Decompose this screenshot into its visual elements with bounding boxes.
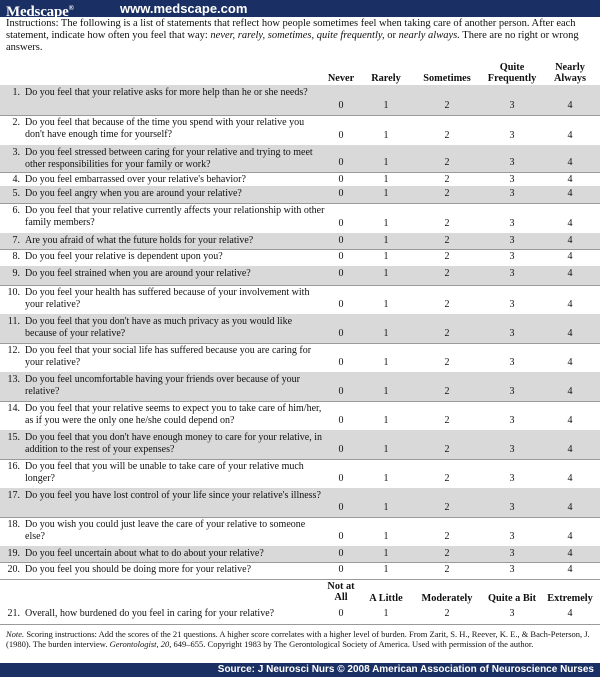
score-never[interactable]: 0: [338, 130, 344, 141]
question-number: 16.: [7, 461, 20, 472]
score-never[interactable]: 0: [338, 502, 344, 513]
score-sometimes[interactable]: 2: [444, 299, 450, 310]
question-number: 2.: [12, 117, 20, 128]
question-text: Do you feel you should be doing more for your relative?: [25, 564, 252, 575]
score-nearly-always[interactable]: 4: [567, 328, 573, 339]
score-never[interactable]: 0: [338, 157, 344, 168]
burden-header-quite-a-bit: Quite a Bit: [487, 593, 537, 604]
question-number: 13.: [7, 374, 20, 385]
question-text: Do you feel that your relative asks for more help than he or she needs?: [25, 87, 308, 98]
score-quite-frequently[interactable]: 3: [509, 268, 515, 279]
score-never[interactable]: 0: [338, 473, 344, 484]
table-row: [0, 85, 600, 115]
score-a-little[interactable]: 1: [383, 608, 389, 619]
score-nearly-always[interactable]: 4: [567, 130, 573, 141]
question-number: 1.: [12, 87, 20, 98]
score-quite-frequently[interactable]: 3: [509, 415, 515, 426]
score-rarely[interactable]: 1: [383, 357, 389, 368]
question-text: Do you feel angry when you are around your relative?: [25, 188, 242, 199]
score-sometimes[interactable]: 2: [444, 502, 450, 513]
question-number: 11.: [7, 316, 20, 327]
question-number: 4.: [12, 174, 20, 185]
score-extremely[interactable]: 4: [567, 608, 573, 619]
score-quite-frequently[interactable]: 3: [509, 473, 515, 484]
question-text: Do you feel that you will be unable to take care of your relative much longer?: [25, 461, 304, 484]
score-nearly-always[interactable]: 4: [567, 157, 573, 168]
question-text: Do you feel strained when you are around your relative?: [25, 268, 251, 279]
table-row: [0, 249, 600, 266]
score-sometimes[interactable]: 2: [444, 174, 450, 185]
score-rarely[interactable]: 1: [383, 531, 389, 542]
question-number: 10.: [7, 287, 20, 298]
score-rarely[interactable]: 1: [383, 235, 389, 246]
score-sometimes[interactable]: 2: [444, 188, 450, 199]
question-number: 5.: [12, 188, 20, 199]
score-never[interactable]: 0: [338, 188, 344, 199]
score-sometimes[interactable]: 2: [444, 564, 450, 575]
burden-header-not-at-all: Not at All: [327, 581, 355, 603]
table-row: [0, 203, 600, 233]
table-row: [0, 172, 600, 186]
site-url[interactable]: www.medscape.com: [120, 1, 248, 16]
score-rarely[interactable]: 1: [383, 174, 389, 185]
question-number: 3.: [12, 147, 20, 158]
score-quite-frequently[interactable]: 3: [509, 251, 515, 262]
question-text: Are you afraid of what the future holds for your relative?: [25, 235, 254, 246]
score-nearly-always[interactable]: 4: [567, 473, 573, 484]
score-nearly-always[interactable]: 4: [567, 415, 573, 426]
question-text: Overall, how burdened do you feel in caring for your relative?: [25, 608, 275, 619]
score-quite-frequently[interactable]: 3: [509, 357, 515, 368]
question-text: Do you feel your health has suffered because of your involvement with your relative?: [25, 287, 310, 310]
score-nearly-always[interactable]: 4: [567, 564, 573, 575]
question-number: 7.: [12, 235, 20, 246]
score-rarely[interactable]: 1: [383, 564, 389, 575]
table-row: [0, 546, 600, 562]
question-number: 6.: [12, 205, 20, 216]
score-nearly-always[interactable]: 4: [567, 100, 573, 111]
score-nearly-always[interactable]: 4: [567, 357, 573, 368]
question-text: Do you feel stressed between caring for your relative and trying to meet other responsibilities for your family or work?: [25, 147, 313, 170]
score-rarely[interactable]: 1: [383, 218, 389, 229]
table-row: [0, 145, 600, 172]
question-text: Do you feel that you don't have as much privacy as you would like because of your relative?: [25, 316, 293, 339]
score-quite-frequently[interactable]: 3: [509, 130, 515, 141]
table-row: [0, 186, 600, 203]
score-never[interactable]: 0: [338, 299, 344, 310]
question-number: 19.: [7, 548, 20, 559]
table-bottom-rule: [0, 624, 600, 625]
score-rarely[interactable]: 1: [383, 502, 389, 513]
score-sometimes[interactable]: 2: [444, 157, 450, 168]
score-sometimes[interactable]: 2: [444, 268, 450, 279]
score-never[interactable]: 0: [338, 251, 344, 262]
score-rarely[interactable]: 1: [383, 130, 389, 141]
score-never[interactable]: 0: [338, 564, 344, 575]
source-footer: Source: J Neurosci Nurs © 2008 American Association of Neuroscience Nurses: [0, 663, 600, 677]
score-sometimes[interactable]: 2: [444, 218, 450, 229]
question-number: 18.: [7, 519, 20, 530]
column-header-rarely: Rarely: [371, 73, 401, 84]
table-row: [0, 430, 600, 459]
score-quite-frequently[interactable]: 3: [509, 328, 515, 339]
score-quite-frequently[interactable]: 3: [509, 386, 515, 397]
score-nearly-always[interactable]: 4: [567, 299, 573, 310]
score-sometimes[interactable]: 2: [444, 100, 450, 111]
question-text: Do you feel that your relative currently affects your relationship with other family members?: [25, 205, 325, 228]
table-row: [0, 606, 600, 624]
score-rarely[interactable]: 1: [383, 415, 389, 426]
score-nearly-always[interactable]: 4: [567, 235, 573, 246]
score-nearly-always[interactable]: 4: [567, 268, 573, 279]
question-text: Do you feel that your relative seems to expect you to take care of him/her, as if you were the only one he/she could depend on?: [25, 403, 322, 426]
score-sometimes[interactable]: 2: [444, 235, 450, 246]
instructions: Instructions: The following is a list of statements that reflect how people sometimes feel when taking care of another person. After each statement, indicate how often you feel that way: never, rarely, sometimes, quite frequently, or nearly always. There are no right or wrong answers.: [6, 18, 579, 53]
score-rarely[interactable]: 1: [383, 444, 389, 455]
column-header-sometimes: Sometimes: [423, 73, 471, 84]
score-moderately[interactable]: 2: [444, 608, 450, 619]
score-sometimes[interactable]: 2: [444, 386, 450, 397]
score-never[interactable]: 0: [338, 444, 344, 455]
table-row: [0, 115, 600, 145]
score-not-at-all[interactable]: 0: [338, 608, 344, 619]
burden-header-extremely: Extremely: [547, 593, 593, 604]
question-text: Do you feel that because of the time you spend with your relative you don't have enough time for yourself?: [25, 117, 305, 140]
table-row: [0, 401, 600, 430]
score-sometimes[interactable]: 2: [444, 473, 450, 484]
score-quite-frequently[interactable]: 3: [509, 218, 515, 229]
question-text: Do you feel that your social life has suffered because you are caring for your relative?: [25, 345, 312, 368]
score-quite-a-bit[interactable]: 3: [509, 608, 515, 619]
score-sometimes[interactable]: 2: [444, 444, 450, 455]
question-number: 12.: [7, 345, 20, 356]
score-rarely[interactable]: 1: [383, 299, 389, 310]
score-never[interactable]: 0: [338, 357, 344, 368]
score-rarely[interactable]: 1: [383, 328, 389, 339]
score-quite-frequently[interactable]: 3: [509, 531, 515, 542]
score-quite-frequently[interactable]: 3: [509, 548, 515, 559]
question-number: 8.: [12, 251, 20, 262]
score-never[interactable]: 0: [338, 235, 344, 246]
column-header-never: Never: [327, 73, 355, 84]
score-rarely[interactable]: 1: [383, 157, 389, 168]
score-never[interactable]: 0: [338, 415, 344, 426]
score-nearly-always[interactable]: 4: [567, 548, 573, 559]
score-nearly-always[interactable]: 4: [567, 444, 573, 455]
burden-header-moderately: Moderately: [421, 593, 473, 604]
table-row: [0, 459, 600, 488]
table-row: [0, 233, 600, 249]
table-row: [0, 314, 600, 343]
score-sometimes[interactable]: 2: [444, 130, 450, 141]
question-text: Do you feel embarrassed over your relative's behavior?: [25, 174, 246, 185]
score-rarely[interactable]: 1: [383, 251, 389, 262]
question-number: 9.: [12, 268, 20, 279]
score-rarely[interactable]: 1: [383, 188, 389, 199]
score-quite-frequently[interactable]: 3: [509, 235, 515, 246]
table-row: [0, 562, 600, 579]
score-rarely[interactable]: 1: [383, 548, 389, 559]
score-rarely[interactable]: 1: [383, 268, 389, 279]
question-number: 15.: [7, 432, 20, 443]
score-quite-frequently[interactable]: 3: [509, 157, 515, 168]
score-nearly-always[interactable]: 4: [567, 502, 573, 513]
score-sometimes[interactable]: 2: [444, 328, 450, 339]
score-never[interactable]: 0: [338, 386, 344, 397]
score-quite-frequently[interactable]: 3: [509, 188, 515, 199]
score-rarely[interactable]: 1: [383, 100, 389, 111]
table-row: [0, 517, 600, 546]
question-number: 20.: [7, 564, 20, 575]
score-sometimes[interactable]: 2: [444, 531, 450, 542]
row-divider: [0, 579, 600, 580]
score-never[interactable]: 0: [338, 100, 344, 111]
question-number: 17.: [7, 490, 20, 501]
score-nearly-always[interactable]: 4: [567, 531, 573, 542]
score-never[interactable]: 0: [338, 268, 344, 279]
question-text: Do you feel uncertain about what to do about your relative?: [25, 548, 264, 559]
question-number: 21.: [7, 608, 20, 619]
table-row: [0, 285, 600, 314]
score-never[interactable]: 0: [338, 328, 344, 339]
score-never[interactable]: 0: [338, 548, 344, 559]
score-quite-frequently[interactable]: 3: [509, 100, 515, 111]
score-nearly-always[interactable]: 4: [567, 174, 573, 185]
score-nearly-always[interactable]: 4: [567, 251, 573, 262]
score-nearly-always[interactable]: 4: [567, 218, 573, 229]
burden-header-a-little: A Little: [369, 593, 403, 604]
scoring-note: Note. Scoring instructions: Add the scores of the 21 questions. A higher score correlates with a higher level of burden. From Zarit, S. H., Reever, K. E., & Bach-Peterson, J. (1980). The burden interview. Gerontologist, 20, 649–655. Copyright 1983 by The Gerontological Society of America. Used with permission of the author.: [6, 629, 590, 649]
table-row: [0, 266, 600, 285]
question-text: Do you feel you have lost control of your life since your relative's illness?: [25, 490, 321, 501]
score-rarely[interactable]: 1: [383, 473, 389, 484]
score-sometimes[interactable]: 2: [444, 548, 450, 559]
question-text: Do you feel your relative is dependent upon you?: [25, 251, 223, 262]
question-number: 14.: [7, 403, 20, 414]
score-quite-frequently[interactable]: 3: [509, 299, 515, 310]
score-sometimes[interactable]: 2: [444, 357, 450, 368]
score-sometimes[interactable]: 2: [444, 415, 450, 426]
score-quite-frequently[interactable]: 3: [509, 174, 515, 185]
medscape-logo[interactable]: Medscape®: [6, 4, 74, 20]
score-sometimes[interactable]: 2: [444, 251, 450, 262]
table-row: [0, 372, 600, 401]
question-text: Do you wish you could just leave the care of your relative to someone else?: [25, 519, 306, 542]
score-nearly-always[interactable]: 4: [567, 386, 573, 397]
question-text: Do you feel that you don't have enough money to care for your relative, in addition to the rest of your expenses?: [25, 432, 322, 455]
score-quite-frequently[interactable]: 3: [509, 502, 515, 513]
column-header-nearly-always: Nearly Always: [553, 62, 587, 84]
score-never[interactable]: 0: [338, 218, 344, 229]
table-row: [0, 343, 600, 372]
score-never[interactable]: 0: [338, 531, 344, 542]
question-text: Do you feel uncomfortable having your friends over because of your relative?: [25, 374, 300, 397]
score-rarely[interactable]: 1: [383, 386, 389, 397]
score-quite-frequently[interactable]: 3: [509, 444, 515, 455]
score-never[interactable]: 0: [338, 174, 344, 185]
column-header-quite-frequently: Quite Frequently: [487, 62, 537, 84]
table-row: [0, 488, 600, 517]
score-quite-frequently[interactable]: 3: [509, 564, 515, 575]
score-nearly-always[interactable]: 4: [567, 188, 573, 199]
